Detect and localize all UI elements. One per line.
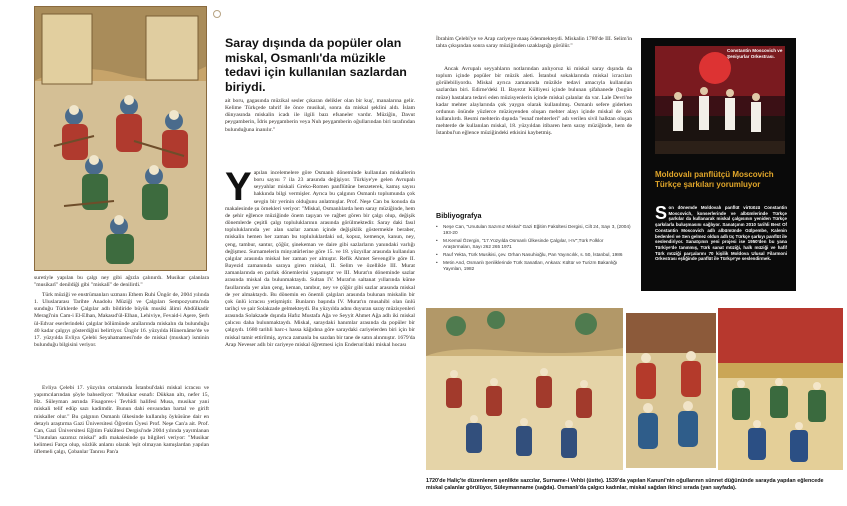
middle-column-text: apılan incelemelere göre Osmanlı döneminde kullanılan miskallerin boru sayısı 7 ila 23 arasında değişiyor. Türkiye'ye gelen Avrupalı seyyahlar miskali Greko-Romen panflütüne benzeterek, kamış sayısı hakkında bilgi vermişler. Ayrıca bu çalgının Osmanlı toplumunda çok sevgin bir yerinin olduğunu anlatmışlar. Prof. Neşe Can bu konuda da makalesinde şu örnekleri veriyor: "Miskal, Osmanlılarda hem saray müziğinde, hem de şehir eğlence müziğinde önem taşıyan ve rağbet gören bir çalgı olup, değişik dönemlerde çeşitli çalgı topluluklarının arasında görülmektedir. Saray daki fasıl topluluklarında yer alan sazlar zaman içinde değişiklik göstermekle beraber, miskalin hemen her zaman bu topluluklardaki ud, kopuz, kemençe, kanun, ney, çeng, tambur, santur, çöğür, şinekeman ve daire gibi sazlarların yanındaki varlığı değişmez. Surnamelerin minyatürlerine göre 15. ve 18. yüzyıllar arasında kullanılan çalgılar arasında miskal her zaman yer almıştır. Refik Ahmet Sevengil'e göre II. Bayezid zamanında saraya giren miskal, II. Selim ve özellikle III. Murat zamanlarında en parlak dönemlerini yaşamıştır ve III. Murat'ın döneminde sazlar arasında miskal da bulunmaktaydı. Sultan IV. Murat'ın saltanat yıllarında küme fasıllarında yer alan çeng, keman, tambur, ney ve çöğür gibi sazlar arasında miskal de yer almaktaydı. Bu dönemin en önemli çalgıları arasında bulunan miskalin bir çok ünlü icracısı yetişmiştir. Bunların başında IV. Murat'ın musahibi olan ünlü tarihçi ve şair Solakzade gelmekteydi. Bu yüzyılda adını duyuran saray müzisyenleri arasında Solakzade dışında Hafız Mustafa Ağa ve Seyyit Ahmet Ağa adlı iki miskal çalıcısı daha bulunmaktaydı. Miskal, saraydaki hanımlar arasında da popüler bir çalgıydı. 1680 tarihli harc-ı hassa kâğıdına göre saraydaki cariyelerden biri için bir miskal tamir ettirilmiş, ayrıca zamanla bu sazdan bir tane de satın alınmıştır. 1679'da Arap Neveser adlı bir cariyeye miskal öğretmesi için Enderun'daki miskal hocası — [225, 170, 415, 348]
women-musicians-illustration — [626, 313, 716, 468]
women-musicians-miniature-image — [626, 313, 716, 468]
left-column-para-2: Türk müziği ve enstrümanları uzmanı Ethem Ruhi Üngör de, 2004 yılında 1. Uluslararası Tarihte Anadolu Müziği ve Çalgıları Sempozyumu'nda sunduğu Türklerde Çalgılar adlı bildiride büyük musiki âlimi Abdülkadir Meragî'nin Cam-i El-Elhan, Makasıd'ül-Elhan, Lehiviye, Fevaid-i Aşere, Şerh ül-Edvar eserlerindeki çalgılar bölümünde araîlarında miskalın da bulunduğu 40 kadar çalgıyı gösterdiğini belirtiyor. Üngör 16. yüzyılda Hünernâme'de ve 17. yüzyılda Evliya Çelebi Seyahatnamesi'nde de miskal (muskar) isminin bulunduğu bilgisini veriyor. — [34, 292, 209, 349]
bibliography-title: Bibliyografya — [436, 211, 482, 220]
suleymanname-image — [718, 308, 843, 470]
sidebar-title: Moldovalı panflütçü Moscovich Türkçe şarkıları yorumluyor — [655, 170, 774, 190]
headline: Saray dışında da popüler olan miskal, Osmanlı'da müzikle tedavi için kullanılan sazlardan biriydi. — [225, 36, 407, 94]
bib-item: • Rauf Yekta, Türk Musikisi, çev. Orhan Nasuhioğlu, Pan Yayıncılık, s. 50, İstanbul, 1986 — [436, 252, 632, 258]
middle-column-para-2 — [225, 165, 415, 349]
sidebar-drop-cap: S — [655, 203, 668, 223]
ottoman-miniature-musicians-image — [34, 6, 207, 271]
sidebar-box — [641, 38, 796, 291]
bibliography — [436, 211, 632, 274]
orchestra-photo-illustration — [655, 46, 785, 154]
left-column-para-3: Evliya Çelebi 17. yüzyılın ortalarında İstanbul'daki miskal icracısı ve yapımcılarından şöyle bahsediyor: "Musikar esnafı: Dükkan altı, nefer 15, Hz. Süleyman asrında Fisagores-i Tevhîdi halifesi Musa, musikar yani miskali telif edüp sazı kadimdir. Bunun dahi envaından bartal ve girift miskaller olur." Bu çalgının Osmanlı ülkesinde kullanılış öyküsüne dair en detaylı araştırma Gazi Üniversitesi Öğretim Üyesi Prof. Neşe Can'a ait. Prof. Can, Gazi Üniversitesi Eğitim Fakültesi Dergisi'nde 2004 yılında yayımlanan "Unutulan sazımız miskal" adlı makalesinde şu bilgileri veriyor: "Musikar kelimesi Farça olup, sözlük anlamı olarak 'eşit olmayan kamışlardan yapılan üflemeli çalgı, Çobanlar Tanrısı Pan'a — [34, 385, 209, 456]
sidebar-body — [655, 205, 787, 262]
surname-i-vehbi-image — [426, 308, 623, 470]
suleymanname-illustration — [718, 308, 843, 470]
right-column-para-1: İbrahim Çelebi'ye ve Arap cariyeye maaş ödenmekteydi. Miskalin 1780'de III. Selim'in tahta çıkışından sonra saray müziğinden uzaklaştığı görülür." — [436, 36, 632, 50]
miniature-illustration — [34, 6, 207, 271]
page-ornament — [213, 10, 221, 18]
orchestra-photo — [655, 46, 785, 154]
middle-column-para-1: ait boru, gagasında müzikal sesler çıkaran delikler olan bir kuş', manalarına gelir. Kelime Türkçede tahrif ile önce musikal, sonra da miskal şeklini aldı. İslam dünyasında miskalin icadı ile ilgili bazı efsaneler vardır. Müziğin, Davut peygamberin, İdris peygamberin veya Nuh peygamberin oğullarından biri tarafından bulunduğuna inanılır." — [225, 98, 415, 133]
left-column-para-1: suretiyle yapılan bu çalgı ney gibi ağızla çalınırdı. Musikar çalanlara "musikarî" denildiği gibi "miskalî" de denilirdi." — [34, 275, 209, 289]
bottom-caption: 1720'de Haliç'te düzenlenen şenlikte sazcılar, Surname-i Vehbi (üstte). 1539'da yapılan Kanuni'nin oğullarının sünnet düğününde sarayda yapılan eğlencede miskal çalanlar görülüyor, Süleymanname (sağda). Osmanlı'da çalgıcı kadınlar, miskal sağdan ikinci sırada (yan sayfada). — [426, 478, 824, 491]
bib-item: • Metin And, Osmanlı Şenliklerinde Türk Sanatları, Ankara: Kültür ve Turizm Bakanlığı Yayınları, 1982 — [436, 260, 632, 272]
drop-cap: Y — [225, 165, 252, 209]
bib-item: • M.Kemal Özergin, "17.Yüzyılda Osmanlı Ülkesinde Çalgılar, I-IV",Türk Folklor Araştırmaları, Sayı 262 265 1971 — [436, 238, 632, 250]
photo-caption: Constantin Moscovich ve Şeniyurlar Orkestrası. — [727, 48, 783, 59]
right-column-para-2: Ancak Avrupalı seyyahların notlarından anlıyoruz ki miskal saray dışında da toplum içinde popüler bir müzik aleti. İstanbul sokaklarında miskal icracıları görülebiliyordu. Miskal ayrıca zamanında müzikle tedavi amacıyla kullanılan sazlardan biri. Edirne'deki II. Bayezıt Külliyesi içinde bulunan şifahanede (bugün müze) hastalara tedavi eden müzisyenlerin içinde miskal çalanlar da var. Lale Devri'ne kadar mehter alaylarında çok yaygın olarak kullanılmış. Osmanlı sefere giderken ordunun önünde yüzlerce müzisyenden oluşan mehter alayı içinde miskal de çok kullanılırdı. Resmi mehterin dışında "esnaf mehterleri" adı verilen sivil halktan oluşan mehterde de kullanılan miskal, 18. yüzyıldan itibaren hem saray müziğinde, hem de İstanbul'un eğlence müziğindeki etkisini kaybetmiş. — [436, 66, 632, 137]
bib-item: • Neşe Can, "Unutulan Sazımız Miskal" Gazi Eğitim Fakültesi Dergisi, Cilt 24, Sayı 3, (2004) 193-20 — [436, 224, 632, 236]
sidebar-text: on dönemde Moldovalı panflüt virtüözü Constantin Moscovich, konserlerinde ve albümlerinde Türkçe şarkılar da kullanarak miskal çalgısının yeniden Türkçe şarkılarla buluşmasını sağlıyor. Sanatçının 2010 tarihli Best Of Constantin Moscovich adlı albümünde Gülpembe, Kalenin bedenleri ve Sen gelmez oldun adlı üç Türkçe şarkıyı panflüt ile seslendiriyor. Sanatçının yeni projesi ise 1950'den bu yana Türkiye'de tanınmış, Türk sanat müziği, halk müziği ve hafif Türk müziği parçalarını 70 kişilik Moldova Ulusal Filarmoni Orkestrası eşliğinde panflüt ile Türkçe'ye seslendirmek. — [655, 205, 788, 262]
festival-miniature — [426, 308, 623, 470]
